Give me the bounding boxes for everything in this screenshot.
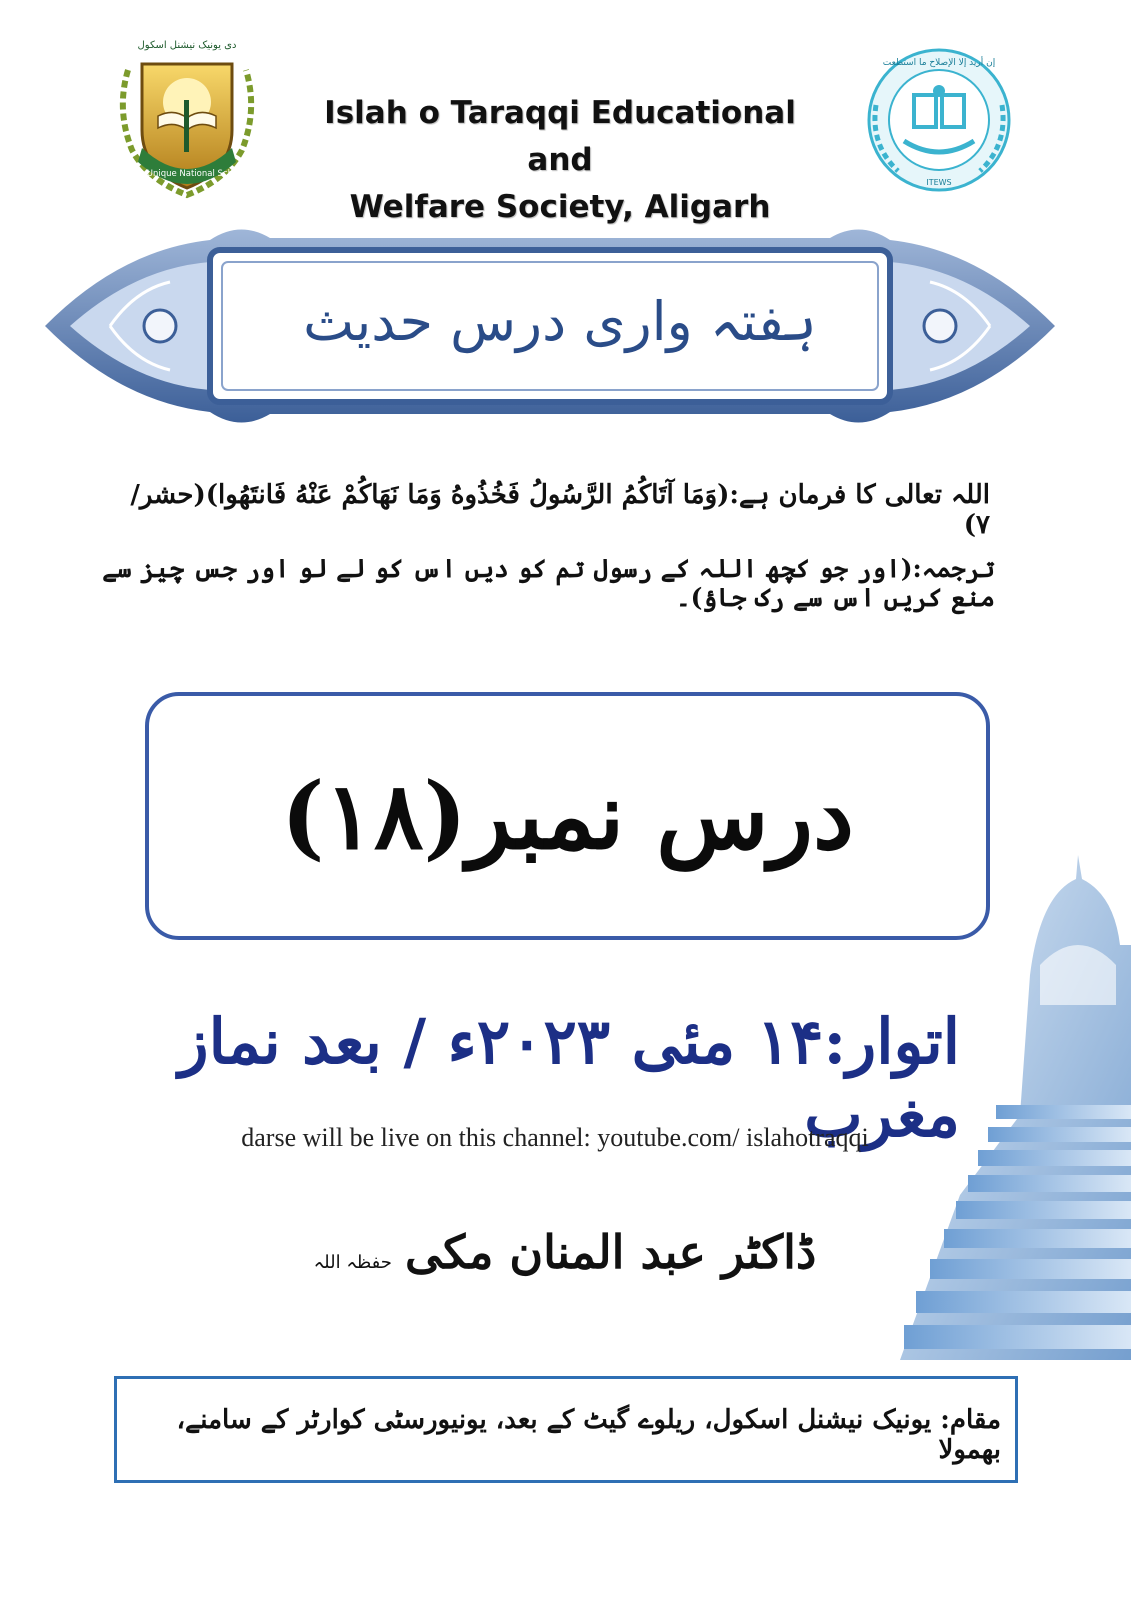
right-logo-caption-bottom: ITEWS: [926, 178, 952, 187]
banner-heading: ہفتہ واری درس حدیث: [303, 290, 817, 353]
quran-verse-line: اللہ تعالی کا فرمان ہے:(وَمَا آتَاكُمُ الرَّسُولُ فَخُذُوهُ وَمَا نَهَاكُمْ عَنْهُ فَانتَهُوا)(حشر/۷): [130, 480, 990, 540]
school-crest-logo: [108, 30, 266, 202]
venue-text: مقام: یونیک نیشنل اسکول، ریلوے گیٹ کے بعد، یونیورسٹی کوارٹر کے سامنے، بھمولا: [176, 1405, 1001, 1465]
left-logo-caption-band: The Unique National School: [128, 169, 246, 179]
schedule-date: اتوار:۱۴ مئی ۲۰۲۳ء / بعد نماز مغرب: [178, 1005, 960, 1151]
venue-box: [114, 1376, 1018, 1483]
speaker: [300, 1225, 830, 1279]
translation-line: ترجمہ:(اور جو کچھ اللہ کے رسول تم کو دیں اس کو لے لو اور جس چیز سے منع کریں اس سے رک جاؤ)۔: [102, 554, 995, 612]
society-emblem-logo: [858, 45, 1020, 195]
lesson-number-box: [145, 692, 990, 940]
speaker-name: ڈاکٹر عبد المنان مکی: [404, 1225, 817, 1279]
organization-title-line2: Welfare Society, Aligarh: [349, 189, 771, 225]
lesson-number-title: درس نمبر(۱۸): [281, 762, 854, 870]
right-logo-caption-top: إن أريد إلا الإصلاح ما استطعت: [882, 58, 996, 68]
left-logo-caption-top: دی یونیک نیشنل اسکول: [137, 40, 237, 51]
speaker-honorific: حفظہ اللہ: [313, 1252, 392, 1273]
organization-title-line1: Islah o Taraqqi Educational and: [324, 95, 796, 178]
live-channel-text: darse will be live on this channel: youtube.com/ islahotraqqi: [241, 1123, 869, 1152]
